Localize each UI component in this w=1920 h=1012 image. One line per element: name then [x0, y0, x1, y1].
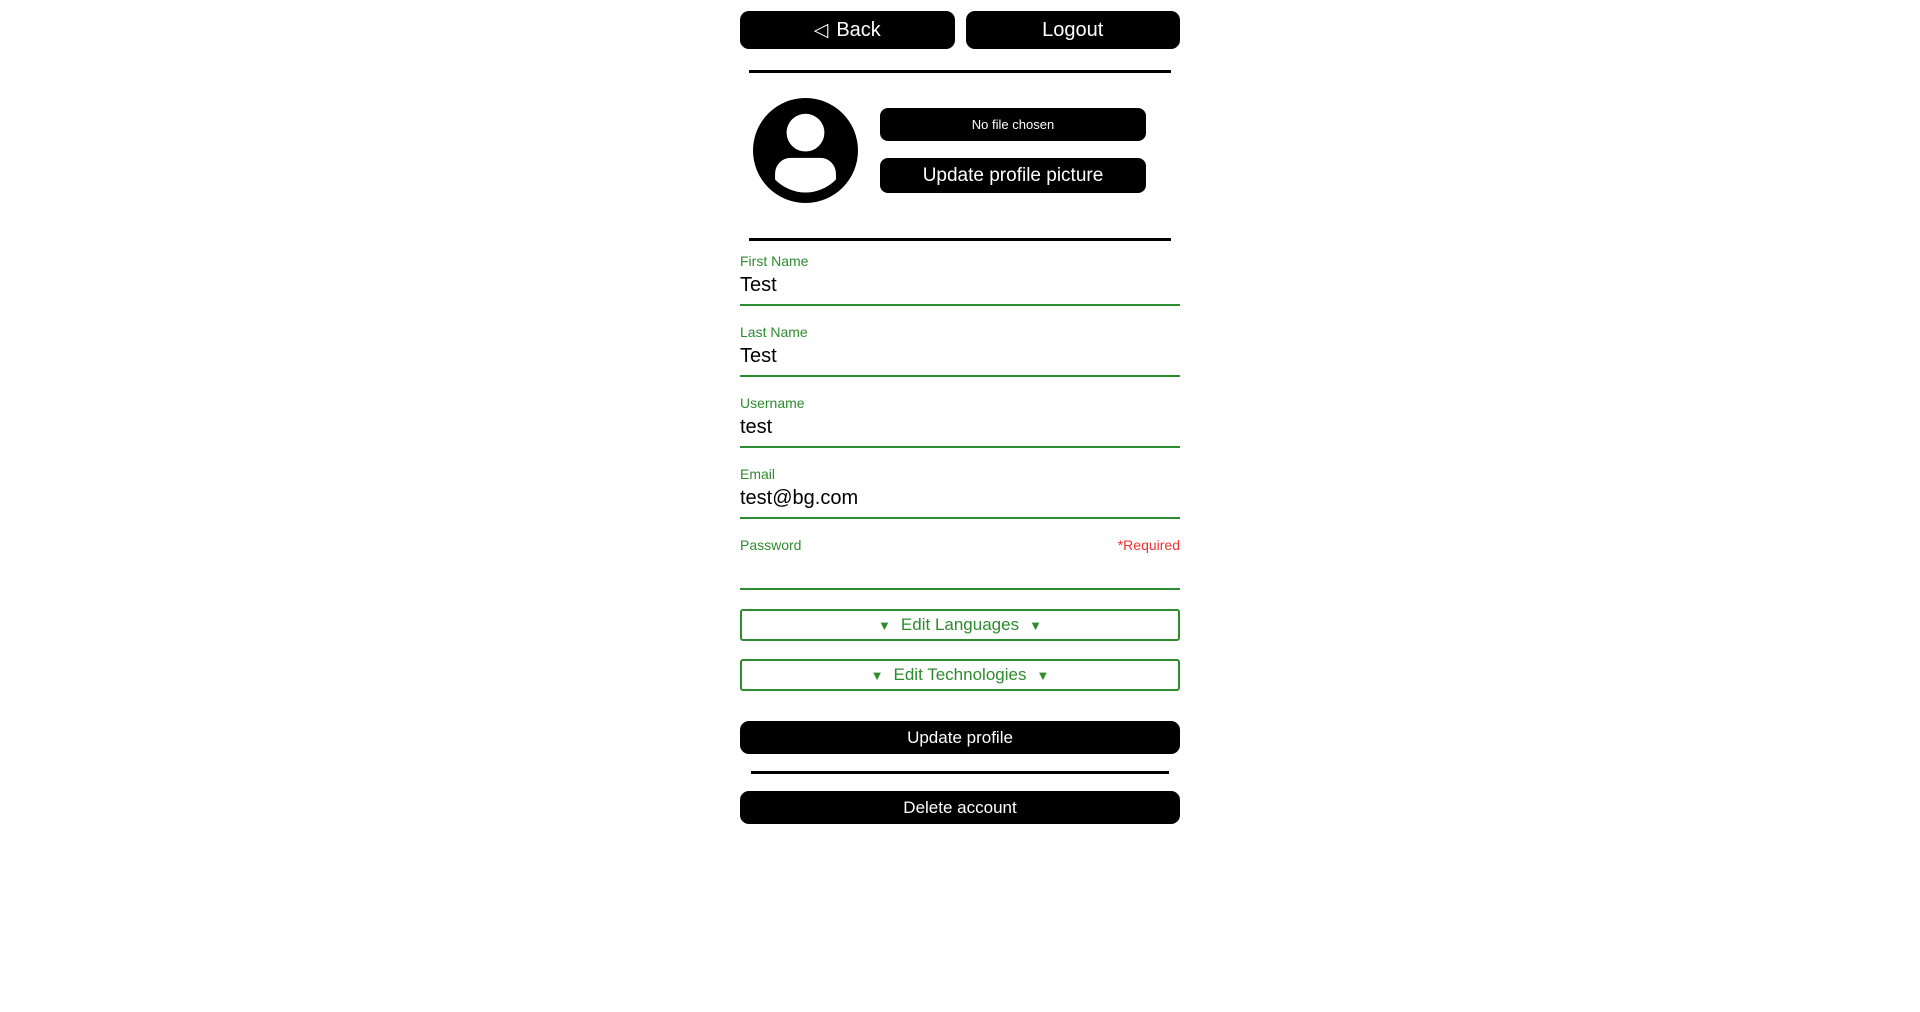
last-name-input[interactable] [740, 341, 1180, 377]
edit-technologies-button[interactable] [740, 659, 1180, 691]
update-profile-label: Update profile [907, 727, 1013, 747]
picture-buttons-column [880, 108, 1146, 193]
divider-bottom [751, 771, 1169, 774]
first-name-field-group [740, 253, 1180, 306]
file-input-button[interactable] [880, 108, 1146, 141]
delete-account-button[interactable] [740, 791, 1180, 824]
delete-account-label: Delete account [903, 797, 1017, 817]
logout-button[interactable] [966, 11, 1181, 49]
file-input-status: No file chosen [971, 117, 1055, 132]
chevron-down-icon: ▼ [1029, 617, 1042, 633]
update-picture-label: Update profile picture [922, 164, 1104, 186]
password-required-note: *Required [1117, 537, 1180, 553]
last-name-field-group [740, 324, 1180, 377]
password-input[interactable] [740, 554, 1180, 590]
email-input[interactable] [740, 483, 1180, 519]
divider-top [749, 70, 1171, 73]
update-picture-button[interactable] [880, 158, 1146, 193]
back-icon: ◁ [813, 19, 829, 41]
profile-page [740, 0, 1180, 824]
edit-languages-label: Edit Languages [900, 615, 1020, 634]
username-label: Username [740, 395, 805, 411]
update-profile-button[interactable] [740, 721, 1180, 754]
logout-button-label: Logout [1042, 18, 1104, 41]
chevron-down-icon: ▼ [1036, 667, 1050, 683]
chevron-down-icon: ▼ [870, 667, 884, 683]
divider-avatar [749, 238, 1171, 241]
back-button[interactable] [740, 11, 955, 49]
email-field-group [740, 466, 1180, 519]
top-button-row [740, 11, 1180, 49]
last-name-label: Last Name [740, 324, 808, 340]
back-button-label: Back [836, 18, 881, 41]
password-label: Password [740, 537, 802, 553]
first-name-label: First Name [740, 253, 809, 269]
edit-technologies-label: Edit Technologies [893, 665, 1027, 684]
chevron-down-icon: ▼ [878, 617, 891, 633]
email-label: Email [740, 466, 776, 482]
account-circle-icon [753, 98, 858, 203]
profile-form [740, 253, 1180, 754]
first-name-input[interactable] [740, 270, 1180, 306]
profile-picture-section [740, 98, 1180, 203]
username-input[interactable] [740, 412, 1180, 448]
edit-languages-button[interactable] [740, 609, 1180, 641]
password-field-group [740, 537, 1180, 590]
username-field-group [740, 395, 1180, 448]
